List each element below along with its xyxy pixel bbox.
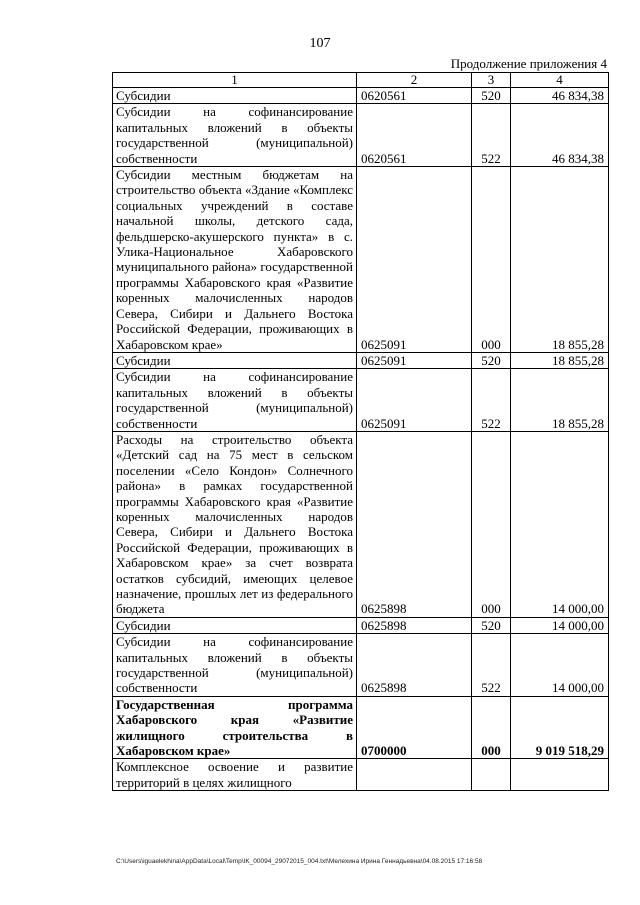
table-row xyxy=(113,759,609,791)
target-code-cell: 0620561 xyxy=(357,88,472,104)
expense-type-cell: 000 xyxy=(472,431,511,617)
table-row xyxy=(113,617,609,633)
target-code-cell: 0620561 xyxy=(357,104,472,167)
expense-type-cell: 520 xyxy=(472,352,511,368)
description-cell: Субсидии на софинансирование капитальных вложений в объекты государственной (муниципальной) собственности xyxy=(113,369,357,432)
description-cell: Субсидии xyxy=(113,352,357,368)
table-row xyxy=(113,369,609,432)
continuation-label: Продолжение приложения 4 xyxy=(450,56,607,71)
budget-table xyxy=(112,72,609,791)
description-cell: Субсидии на софинансирование капитальных вложений в объекты государственной (муниципальной) собственности xyxy=(113,104,357,167)
target-code-cell: 0625898 xyxy=(357,431,472,617)
table-row xyxy=(113,696,609,759)
amount-cell: 9 019 518,29 xyxy=(511,696,609,759)
header-cell: 2 xyxy=(357,73,472,88)
description-cell: Комплексное освоение и развитие территорий в целях жилищного xyxy=(113,759,357,791)
table-row xyxy=(113,634,609,697)
amount-cell: 18 855,28 xyxy=(511,352,609,368)
description-cell: Расходы на строительство объекта «Детский сад на 75 мест в сельском поселении «Село Кондон» Солнечного района» в рамках государственной программы Хабаровского края «Развитие коренных малочисленных народов Севера, Сибири и Дальнего Востока Российской Федерации, проживающих в Хабаровском крае» за счет возврата остатков субсидий, имеющих целевое назначение, прошлых лет из федерального бюджета xyxy=(113,431,357,617)
description-cell: Субсидии на софинансирование капитальных вложений в объекты государственной (муниципальной) собственности xyxy=(113,634,357,697)
file-path-footer: C:\Users\iguaelekhina\AppData\Local\Temp\IK_00094_29072015_004.txt\Мелехина Ирина Геннадьевна\04.08.2015 17:16:58 xyxy=(116,858,483,865)
header-cell: 1 xyxy=(113,73,357,88)
description-cell: Субсидии xyxy=(113,617,357,633)
target-code-cell: 0625898 xyxy=(357,634,472,697)
page-number: 107 xyxy=(309,36,331,51)
expense-type-cell xyxy=(472,759,511,791)
target-code-cell: 0625091 xyxy=(357,369,472,432)
amount-cell xyxy=(511,759,609,791)
target-code-cell: 0700000 xyxy=(357,696,472,759)
expense-type-cell: 520 xyxy=(472,617,511,633)
table-row xyxy=(113,167,609,353)
description-cell: Государственная программа Хабаровского края «Развитие жилищного строительства в Хабаровском крае» xyxy=(113,696,357,759)
target-code-cell: 0625091 xyxy=(357,167,472,353)
expense-type-cell: 522 xyxy=(472,634,511,697)
table-row xyxy=(113,431,609,617)
amount-cell: 18 855,28 xyxy=(511,167,609,353)
expense-type-cell: 000 xyxy=(472,167,511,353)
expense-type-cell: 522 xyxy=(472,369,511,432)
amount-cell: 46 834,38 xyxy=(511,88,609,104)
expense-type-cell: 520 xyxy=(472,88,511,104)
amount-cell: 14 000,00 xyxy=(511,431,609,617)
header-cell: 4 xyxy=(511,73,609,88)
amount-cell: 46 834,38 xyxy=(511,104,609,167)
amount-cell: 14 000,00 xyxy=(511,634,609,697)
description-cell: Субсидии xyxy=(113,88,357,104)
amount-cell: 18 855,28 xyxy=(511,369,609,432)
description-cell: Субсидии местным бюджетам на строительство объекта «Здание «Комплекс социальных учреждений в составе начальной школы, детского сада, фельдшерско-акушерского пункта» в с. Улика-Национальное Хабаровского муниципального района» государственной программы Хабаровского края «Развитие коренных малочисленных народов Севера, Сибири и Дальнего Востока Российской Федерации, проживающих в Хабаровском крае» xyxy=(113,167,357,353)
amount-cell: 14 000,00 xyxy=(511,617,609,633)
table-header-row xyxy=(113,73,609,88)
target-code-cell xyxy=(357,759,472,791)
header-cell: 3 xyxy=(472,73,511,88)
table-row xyxy=(113,104,609,167)
table-row xyxy=(113,88,609,104)
target-code-cell: 0625898 xyxy=(357,617,472,633)
target-code-cell: 0625091 xyxy=(357,352,472,368)
expense-type-cell: 522 xyxy=(472,104,511,167)
expense-type-cell: 000 xyxy=(472,696,511,759)
table-row xyxy=(113,352,609,368)
